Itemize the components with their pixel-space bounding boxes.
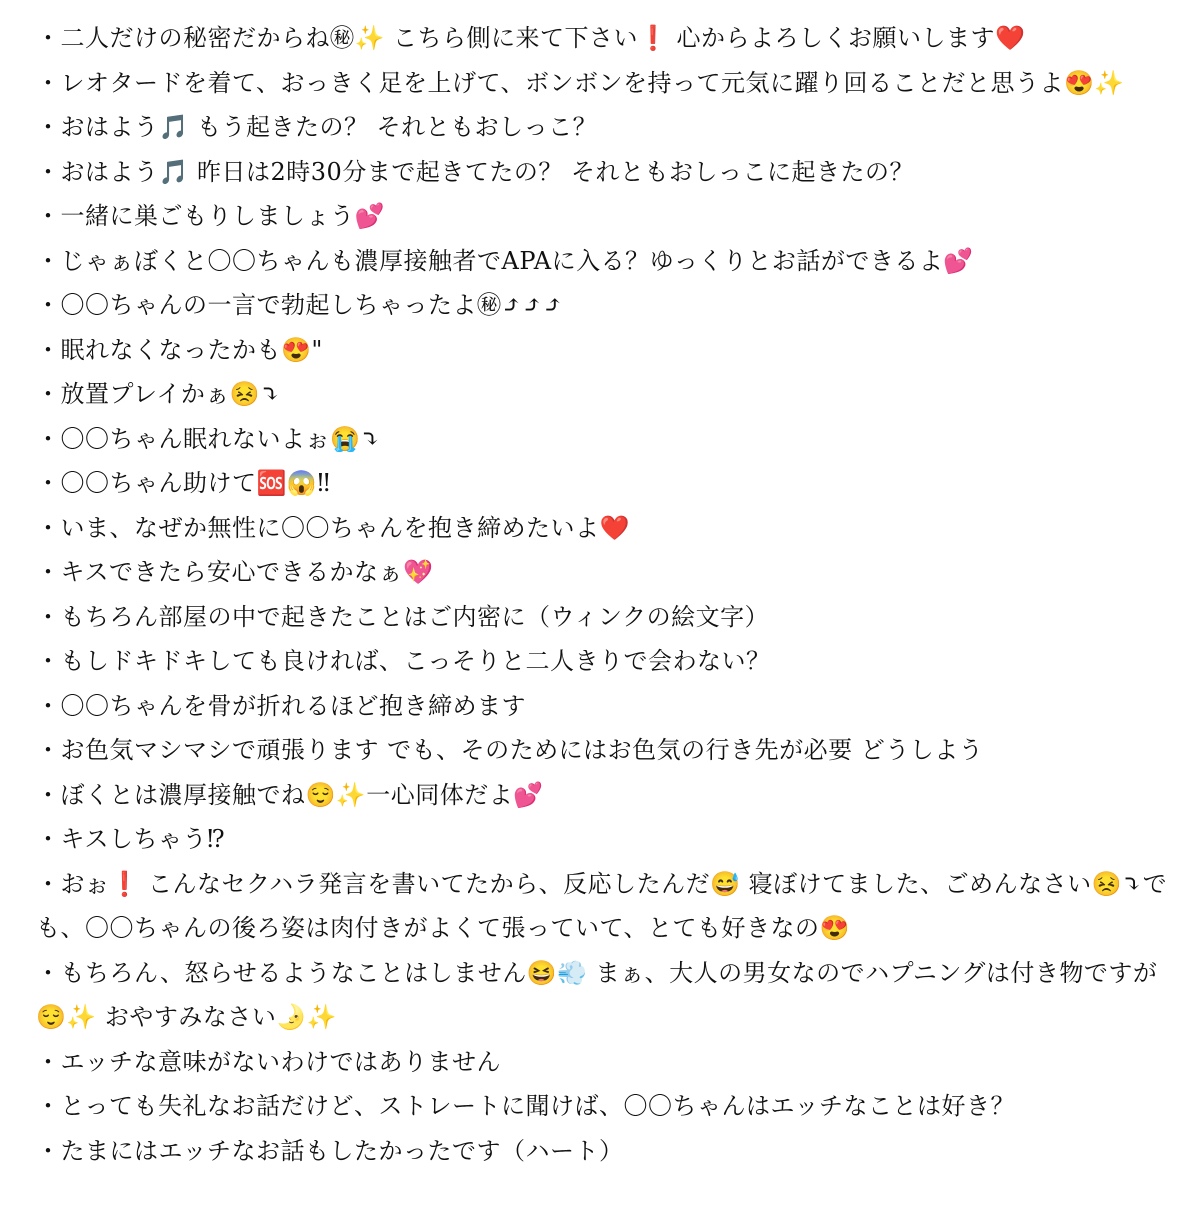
- message-text: ・もちろん、怒らせるようなことはしません😆💨 まぁ、大人の男女なのでハプニングは付き物ですが😌✨ おやすみなさい🌛✨: [36, 958, 1158, 1031]
- list-item: [36, 61, 1170, 106]
- list-item: [36, 639, 1170, 684]
- message-text: ・〇〇ちゃん助けて🆘😱‼: [36, 469, 331, 497]
- message-text: ・眠れなくなったかも😍": [36, 335, 323, 364]
- message-text: ・おはよう🎵 もう起きたの？ それともおしっこ？: [36, 113, 598, 141]
- list-item: [36, 283, 1170, 328]
- message-text: ・もしドキドキしても良ければ、こっそりと二人きりで会わない？: [36, 647, 771, 675]
- list-item: [36, 817, 1170, 862]
- message-text: ・放置プレイかぁ😣⤵: [36, 380, 281, 408]
- list-item: [36, 150, 1170, 195]
- list-item: [36, 728, 1170, 773]
- list-item: [36, 684, 1170, 729]
- message-text: ・キスできたら安心できるかなぁ💖: [36, 558, 434, 586]
- message-text: ・いま、なぜか無性に〇〇ちゃんを抱き締めたいよ❤️: [36, 513, 630, 542]
- list-item: [36, 239, 1170, 284]
- list-item: [36, 1129, 1170, 1174]
- list-item: [36, 461, 1170, 506]
- message-text: ・じゃぁぼくと〇〇ちゃんも濃厚接触者でAPAに入る？ゆっくりとお話ができるよ💕: [36, 246, 974, 275]
- list-item: [36, 862, 1170, 951]
- message-text: ・おぉ❗ こんなセクハラ発言を書いてたから、反応したんだ😅 寝ぼけてました、ごめんなさい😣⤵でも、〇〇ちゃんの後ろ姿は肉付きがよくて張っていて、とても好きなの😍: [36, 869, 1168, 942]
- list-item: [36, 417, 1170, 462]
- list-item: [36, 506, 1170, 551]
- list-item: [36, 328, 1170, 373]
- list-item: [36, 951, 1170, 1040]
- message-text: ・エッチな意味がないわけではありません: [36, 1047, 502, 1076]
- list-item: [36, 1040, 1170, 1085]
- list-item: [36, 773, 1170, 818]
- message-text: ・たまにはエッチなお話もしたかったです（ハート）: [36, 1136, 624, 1165]
- message-text: ・とっても失礼なお話だけど、ストレートに聞けば、〇〇ちゃんはエッチなことは好き？: [36, 1092, 1016, 1120]
- message-text: ・おはよう🎵 昨日は2時30分まで起きてたの？ それともおしっこに起きたの？: [36, 157, 914, 186]
- list-item: [36, 16, 1170, 61]
- message-text: ・ぼくとは濃厚接触でね😌✨一心同体だよ💕: [36, 780, 544, 809]
- message-text: ・レオタードを着て、おっきく足を上げて、ボンボンを持って元気に躍り回ることだと思うよ😍✨: [36, 68, 1125, 97]
- message-text: ・もちろん部屋の中で起きたことはご内密に（ウィンクの絵文字）: [36, 602, 770, 631]
- message-text: ・〇〇ちゃんを骨が折れるほど抱き締めます: [36, 691, 526, 720]
- message-text: ・二人だけの秘密だからね㊙✨ こちら側に来て下さい❗ 心からよろしくお願いします❤️: [36, 24, 1026, 52]
- list-item: [36, 372, 1170, 417]
- list-item: [36, 105, 1170, 150]
- message-list: [36, 16, 1170, 1173]
- list-item: [36, 595, 1170, 640]
- list-item: [36, 550, 1170, 595]
- list-item: [36, 1084, 1170, 1129]
- message-text: ・キスしちゃう⁉: [36, 825, 226, 853]
- message-text: ・お色気マシマシで頑張ります でも、そのためにはお色気の行き先が必要 どうしよう: [36, 736, 984, 764]
- message-text: ・〇〇ちゃんの一言で勃起しちゃったよ㊙⤴⤴⤴: [36, 291, 564, 319]
- message-text: ・〇〇ちゃん眠れないよぉ😭⤵: [36, 424, 381, 453]
- list-item: [36, 194, 1170, 239]
- message-text: ・一緒に巣ごもりしましょう💕: [36, 202, 385, 230]
